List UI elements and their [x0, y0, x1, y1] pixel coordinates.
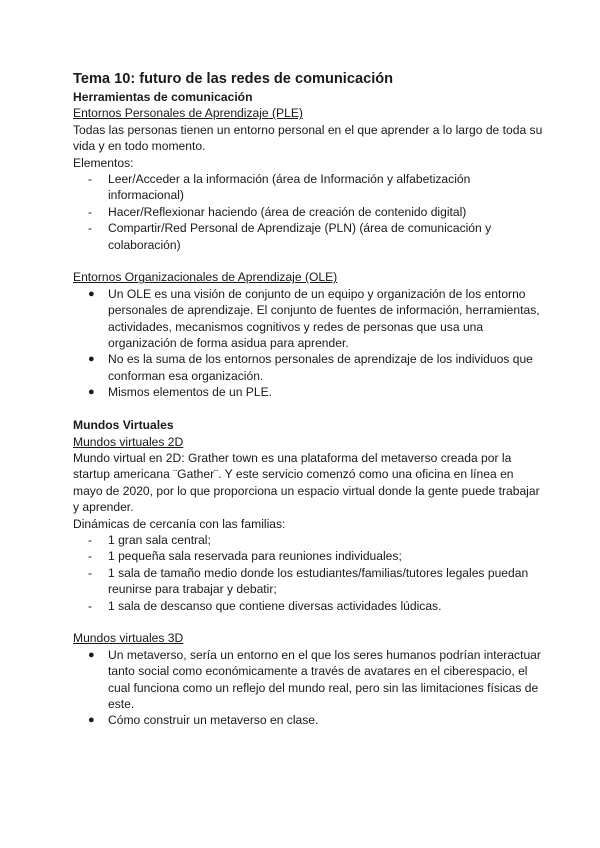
dash-marker: - — [88, 565, 93, 580]
list-item: ● Cómo construir un metaverso en clase. — [88, 713, 319, 728]
bullet-marker: ● — [88, 287, 95, 300]
section-heading-tools: Herramientas de comunicación — [73, 90, 253, 104]
dash-marker: - — [88, 204, 93, 219]
bullet-marker: ● — [88, 386, 95, 399]
list-item: - Leer/Acceder a la información (área de Información y alfabetización informacional) — [88, 172, 471, 203]
list-item: ● Mismos elementos de un PLE. — [88, 385, 273, 400]
dash-marker: - — [88, 221, 93, 236]
list-item: - 1 sala de tamaño medio donde los estudiantes/familias/tutores legales puedan reunirse para trabajar y debatir; — [88, 565, 529, 597]
list-item: - Hacer/Reflexionar haciendo (área de creación de contenido digital) — [88, 204, 467, 219]
ple-list — [73, 171, 543, 253]
mv2d-intro: Mundo virtual en 2D: Grather town es una plataforma del metaverso creada por la startup americana ¨Gather¨. Y este servicio comenzó como una oficina en línea en mayo de 2020, por lo que proporciona un espacio virtual donde la gente puede trabajar y aprender. — [73, 450, 540, 515]
mv2d-list — [73, 532, 543, 614]
subheading-ole: Entornos Organizacionales de Aprendizaje (OLE) — [73, 270, 338, 285]
subheading-2d: Mundos virtuales 2D — [73, 434, 184, 449]
bullet-marker: ● — [88, 648, 95, 661]
ple-elements-label: Elementos: — [73, 155, 134, 170]
dash-marker: - — [88, 598, 93, 613]
list-item: - 1 sala de descanso que contiene diversas actividades lúdicas. — [88, 598, 442, 613]
mv2d-dynamics-label: Dinámicas de cercanía con las familias: — [73, 516, 286, 531]
subheading-ple: Entornos Personales de Aprendizaje (PLE) — [73, 106, 303, 121]
list-item: - Compartir/Red Personal de Aprendizaje (PLN) (área de comunicación y colaboración) — [88, 221, 492, 252]
page-title: Tema 10: futuro de las redes de comunicación — [73, 71, 394, 87]
document-page — [73, 70, 543, 729]
list-item: - 1 pequeña sala reservada para reuniones individuales; — [88, 549, 402, 564]
list-item: ● Un OLE es una visión de conjunto de un equipo y organización de los entorno personales de aprendizaje. El conjunto de fuentes de información, herramientas, actividades, mecanismos cognitivos y redes de personas que usa una organización de forma asidua para aprender. — [88, 286, 540, 351]
ole-list — [73, 286, 543, 401]
list-item: ● No es la suma de los entornos personales de aprendizaje de los individuos que conforman esa organización. — [88, 352, 533, 383]
bullet-marker: ● — [88, 353, 95, 366]
list-item: - 1 gran sala central; — [88, 532, 211, 547]
dash-marker: - — [88, 549, 93, 564]
subheading-3d: Mundos virtuales 3D — [73, 631, 184, 646]
dash-marker: - — [88, 172, 93, 187]
mv3d-list — [73, 647, 543, 729]
dash-marker: - — [88, 532, 93, 547]
section-heading-virtual-worlds: Mundos Virtuales — [73, 418, 174, 433]
list-item: ● Un metaverso, sería un entorno en el que los seres humanos podrían interactuar tanto social como económicamente a través de avatares en el ciberespacio, el cual funciona como un reflejo del mundo real, pero sin las limitaciones físicas de este. — [88, 647, 541, 711]
bullet-marker: ● — [88, 714, 95, 727]
ple-intro: Todas las personas tienen un entorno personal en el que aprender a lo largo de toda su vida y en todo momento. — [73, 122, 543, 154]
